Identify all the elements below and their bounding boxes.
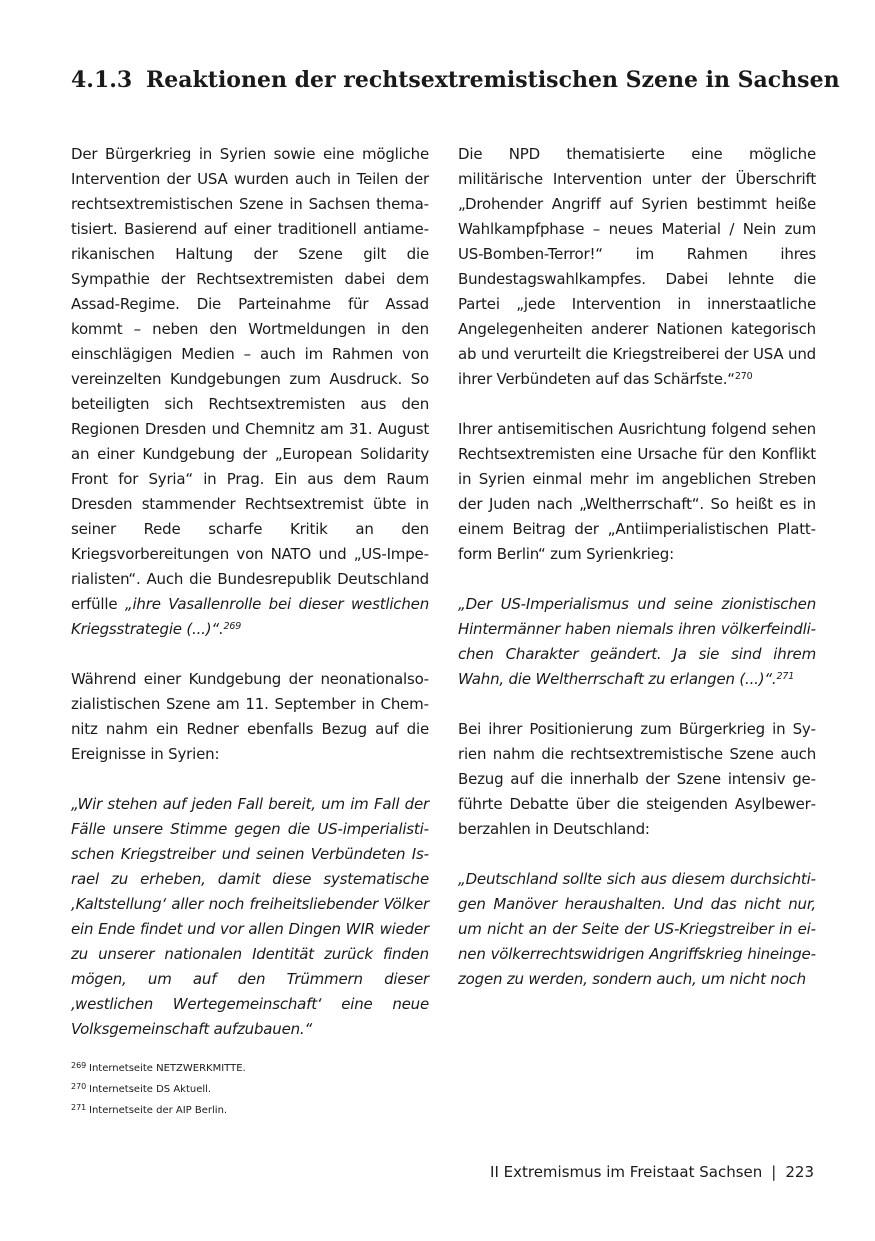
- left-column: [71, 142, 429, 1042]
- footnote: 271 Internetseite der AIP Berlin.: [71, 1103, 228, 1116]
- quote-text: „Deutschland sollte sich aus diesem durchsichtigen Manöver heraushalten. Und das nicht nur, um nicht an der Seite der US-Kriegstreiber in einen völkerrechtswidrigen Angriffskrieg hineingezogen zu werden, sondern auch, um nicht noch: [458, 870, 816, 988]
- section-title: Reaktionen der rechtsextremistischen Szene in Sachsen: [146, 67, 840, 93]
- inline-quote: „ihre Vasallenrolle bei dieser westlichen Kriegsstrategie (...)“.: [71, 595, 429, 638]
- paragraph-right-3: [458, 717, 816, 842]
- paragraph-left-2: [71, 667, 429, 767]
- right-column: [458, 142, 816, 992]
- footer-separator: |: [771, 1163, 777, 1181]
- footnote-text: Internetseite NETZWERKMITTE.: [89, 1063, 246, 1074]
- block-quote-right-1: [458, 592, 816, 692]
- paragraph-text: Bei ihrer Positionierung zum Bürgerkrieg in Syrien nahm die rechtsextremistische Szene auch Bezug auf die innerhalb der Szene intensiv geführte Debatte über die steigenden Asylbewerberzahlen in Deutschland:: [458, 720, 816, 838]
- footnote-text: Internetseite DS Aktuell.: [89, 1084, 212, 1095]
- footnote: 270 Internetseite DS Aktuell.: [71, 1082, 212, 1095]
- footnotes: [71, 1058, 571, 1121]
- footnote-reference[interactable]: 270: [734, 371, 753, 382]
- page-footer: [490, 1160, 814, 1184]
- block-quote-right-2: [458, 867, 816, 992]
- footnote-reference[interactable]: 269: [223, 621, 242, 632]
- section-heading: [71, 64, 840, 96]
- quote-text: „Der US-Imperialismus und seine zionistischen Hintermänner haben niemals ihren völkerfeindlichen Charakter geändert. Ja sie sind ihrem Wahn, die Weltherrschaft zu erlangen (...)“.: [458, 595, 816, 688]
- paragraph-text: Während einer Kundgebung der neonationalsozialistischen Szene am 11. September in Chemnitz nahm ein Redner ebenfalls Bezug auf die Ereignisse in Syrien:: [71, 670, 429, 763]
- quote-text: „Wir stehen auf jeden Fall bereit, um im Fall der Fälle unsere Stimme gegen die US-imperialistischen Kriegstreiber und seinen Verbündeten Israel zu erheben, damit diese systematische ‚Kaltstellung‘ aller noch freiheitsliebender Völker ein Ende findet und vor allen Dingen WIR wieder zu unserer nationalen Identität zurück finden mögen, um auf den Trümmern dieser ‚westlichen Wertegemeinschaft‘ eine neue Volksgemeinschaft aufzubauen.“: [71, 795, 429, 1038]
- block-quote-left: [71, 792, 429, 1042]
- paragraph-text: Die NPD thematisierte eine mögliche militärische Intervention unter der Überschrift „Drohender Angriff auf Syrien bestimmt heiße Wahlkampfphase – neues Material / Nein zum US-Bomben-Terror!“ im Rahmen ihres Bundestagswahlkampfes. Dabei lehnte die Partei „jede Intervention in innerstaatliche Angelegenheiten anderer Nationen kategorisch ab und verurteilt die Kriegstreiberei der USA und ihrer Verbündeten auf das Schärfste.“: [458, 145, 816, 388]
- paragraph-text: Ihrer antisemitischen Ausrichtung folgend sehen Rechtsextremisten eine Ursache für den Konflikt in Syrien einmal mehr im angeblichen Streben der Juden nach „Weltherrschaft“. So heißt es in einem Beitrag der „Antiimperialistischen Plattform Berlin“ zum Syrienkrieg:: [458, 420, 816, 563]
- paragraph-right-2: [458, 417, 816, 567]
- section-number: 4.1.3: [71, 67, 133, 93]
- footnote: 269 Internetseite NETZWERKMITTE.: [71, 1061, 246, 1074]
- footnote-text: Internetseite der AIP Berlin.: [89, 1105, 228, 1116]
- footnote-reference[interactable]: 271: [776, 671, 795, 682]
- paragraph-text: Der Bürgerkrieg in Syrien sowie eine mögliche Intervention der USA wurden auch in Teilen der rechtsextremistischen Szene in Sachsen thematisiert. Basierend auf einer traditionell antiamerikanischen Haltung der Szene gilt die Sympathie der Rechtsextremisten dabei dem Assad-Regime. Die Parteinahme für Assad kommt – neben den Wortmeldungen in den einschlägigen Medien – auch im Rahmen von vereinzelten Kundgebungen zum Ausdruck. So beteiligten sich Rechtsextremisten aus den Regionen Dresden und Chemnitz am 31. August an einer Kundgebung der „European Solidarity Front for Syria“ in Prag. Ein aus dem Raum Dresden stammender Rechtsextremist übte in seiner Rede scharfe Kritik an den Kriegsvorbereitungen von NATO und „US-Imperialisten“. Auch die Bundesrepublik Deutschland erfülle: [71, 145, 429, 613]
- page-number: 223: [785, 1163, 814, 1181]
- paragraph-left-1: [71, 142, 429, 642]
- paragraph-right-1: [458, 142, 816, 392]
- chapter-title: II Extremismus im Freistaat Sachsen: [490, 1163, 763, 1181]
